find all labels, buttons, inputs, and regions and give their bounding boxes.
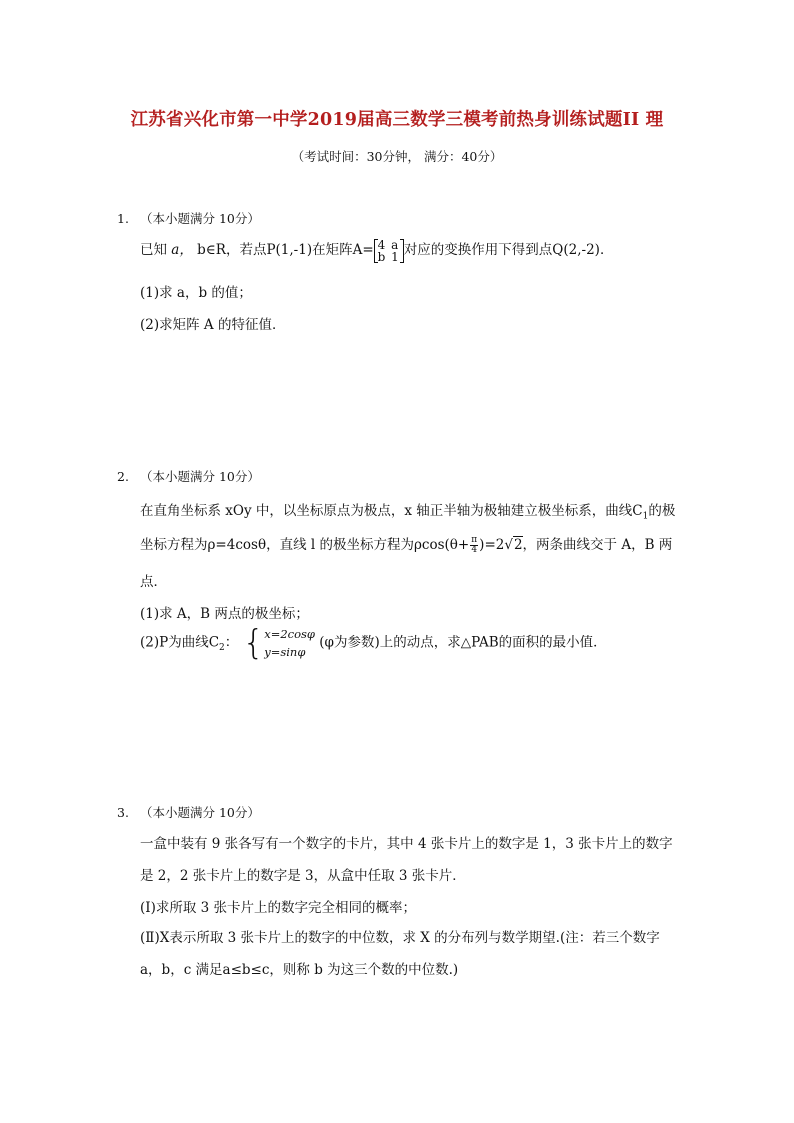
q3-part-1: (Ⅰ)求所取 3 张卡片上的数字完全相同的概率； [140,900,417,916]
q2-line-2-b: )=2 [479,537,505,553]
page-title: 江苏省兴化市第一中学2019届高三数学三模考前热身训练试题II 理 [130,110,664,130]
matrix-row-1: 4 a [377,237,400,252]
q1-stem-a: 已知 [140,242,167,258]
q1-stem [140,238,613,263]
frac-denominator: 4 [471,545,478,555]
c1-subscript: 1 [642,511,649,522]
matrix-row-2: b 1 [377,249,400,264]
q3-line-1: 一盒中装有 9 张各写有一个数字的卡片，其中 4 张卡片上的数字是 1，3 张卡片上的数字 [140,836,673,852]
q2-number: 2. [117,469,129,484]
q1-number: 1. [117,211,129,226]
q3-number: 3. [117,805,129,820]
q2-line-1 [140,499,675,522]
q2-line-2: 坐标方程为ρ=4cosθ，直线 l 的极坐标方程为ρcos(θ+ $\frac{\pi}{4}$ )=2√2，两条曲线交于 A，B 两 [140,535,673,555]
sqrt-argument: 2 [513,537,523,553]
q2-line-1-end: 的极 [648,503,676,519]
q3-part-3: a，b，c 满足a≤b≤c，则称 b 为这三个数的中位数.) [140,962,459,978]
q2-line-3: 点． [140,574,167,590]
q1-header: （本小题满分 10分） [140,211,260,226]
exam-info: （考试时间：30分钟， 满分：40分） [291,149,503,164]
q1-part-2: (2)求矩阵 A 的特征值． [140,317,286,333]
matrix-a [374,239,404,263]
system-brace: { [242,623,265,663]
q1-stem-c: b∈R，若点P(1,-1)在矩阵A= [197,242,374,258]
q2-line-2-c: ，两条曲线交于 A，B 两 [522,537,673,553]
q1-part-1: (1)求 a，b 的值； [140,285,252,301]
q1-stem-b: a， [171,242,193,258]
q2-line-1-text: 在直角坐标系 xOy 中，以坐标原点为极点，x 轴正半轴为极轴建立极坐标系，曲线C [140,503,643,519]
pi-over-4 [470,536,478,555]
c2-subscript: 2 [219,643,225,654]
q2-line-2-a: 坐标方程为ρ=4cosθ，直线 l 的极坐标方程为ρcos(θ+ [140,537,470,553]
q2-header: （本小题满分 10分） [140,469,260,484]
q3-line-2: 是 2，2 张卡片上的数字是 3，从盒中任取 3 张卡片． [140,868,466,884]
q3-header: （本小题满分 10分） [140,805,260,820]
q2-part-2-a: (2)P为曲线C [140,634,220,651]
q2-part-1: (1)求 A，B 两点的极坐标； [140,606,309,622]
q1-stem-d: 对应的变换作用下得到点Q(2,-2)． [403,242,614,258]
q3-part-2: (Ⅱ)X表示所取 3 张卡片上的数字的中位数，求 X 的分布列与数学期望.(注：若三个数字 [140,930,660,946]
q2-part-2 [140,625,607,661]
q2-part-2-c: (φ为参数)上的动点，求△PAB的面积的最小值． [319,634,607,651]
parametric-system [264,625,315,661]
q2-part-2-b: ： [224,634,239,651]
frac-numerator: π [471,535,478,545]
param-y: y=sinφ [264,645,306,659]
param-x: x=2cosφ [264,627,315,641]
